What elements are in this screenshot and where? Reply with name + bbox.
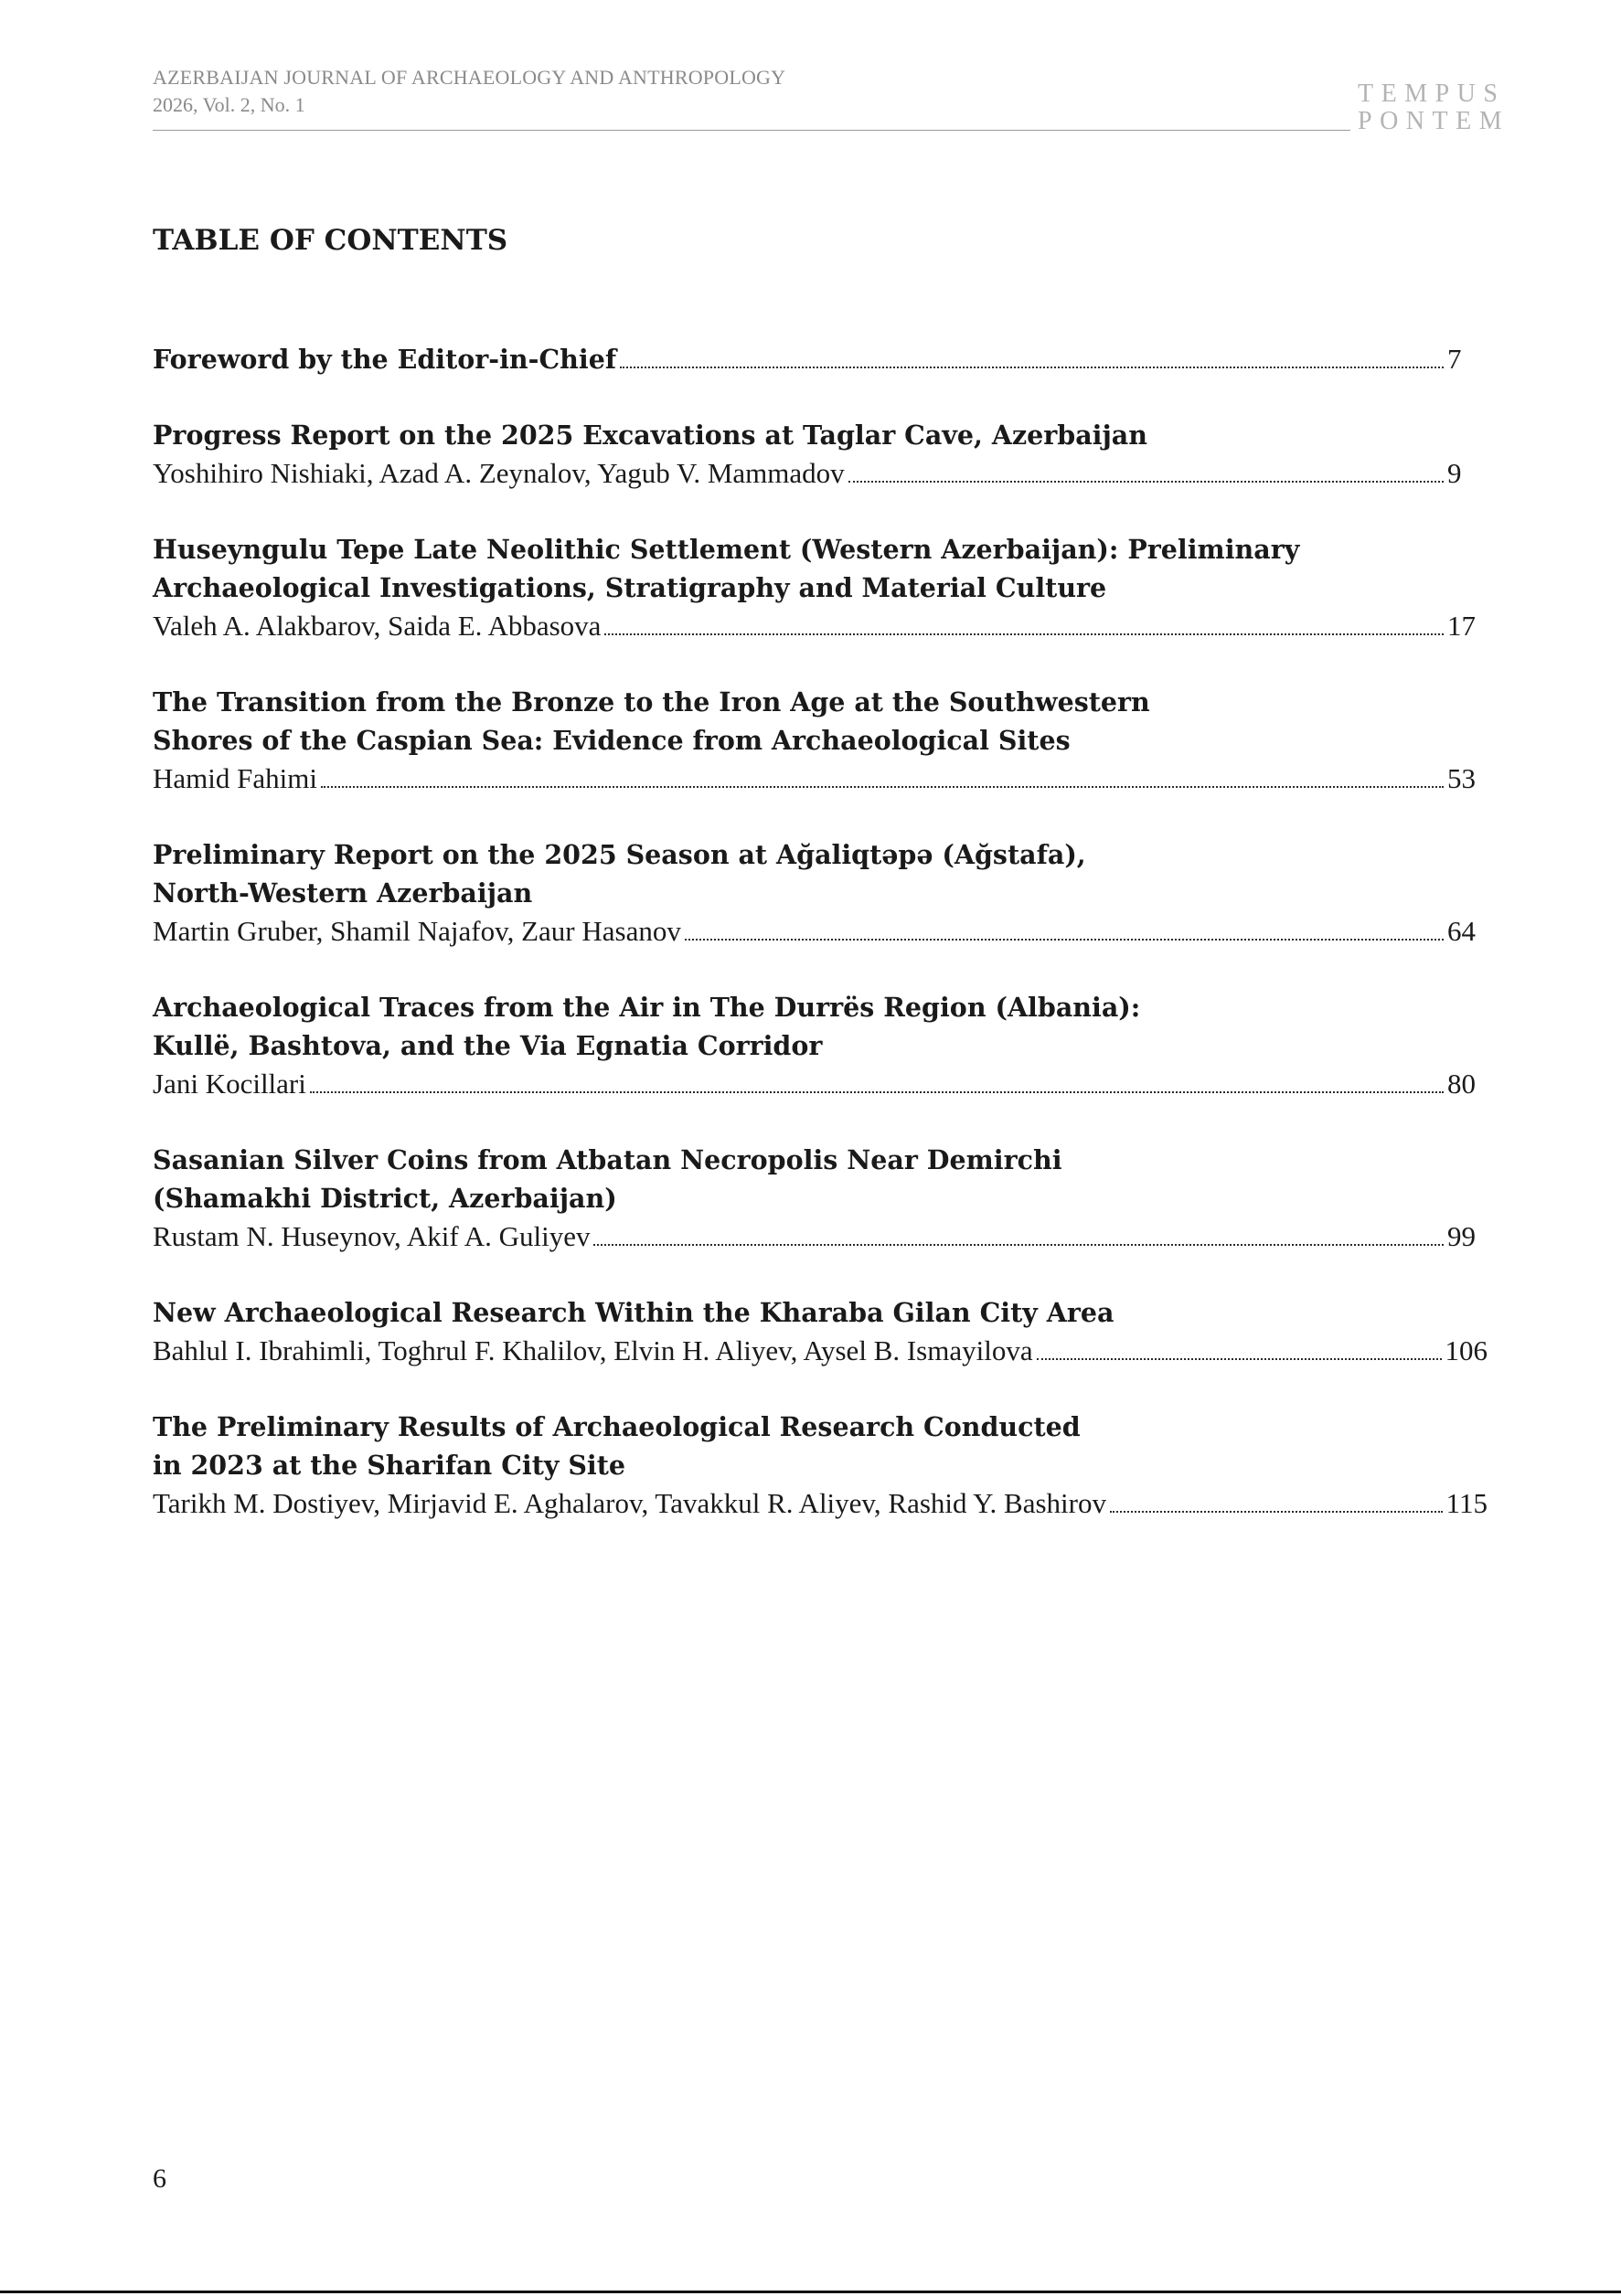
running-header: [153, 64, 1509, 133]
entry-title-line-1: The Preliminary Results of Archaeological Research Conducted: [153, 1411, 1081, 1442]
header-rule: [153, 130, 1350, 131]
entry-title-line-2: Shores of the Caspian Sea: Evidence from Archaeological Sites: [153, 725, 1071, 756]
entry-page-number: 53: [1447, 762, 1476, 794]
entry-page-number: 9: [1447, 457, 1462, 489]
entry-page-number: 17: [1447, 610, 1476, 642]
entry-page-number: 7: [1447, 343, 1462, 375]
entry-title-line-1: Preliminary Report on the 2025 Season at Ağaliqtəpə (Ağstafa),: [153, 839, 1086, 870]
publisher-logo-line2: PONTEM: [1358, 107, 1510, 135]
toc-entry[interactable]: [153, 1141, 1488, 1256]
toc-entry[interactable]: [153, 340, 1488, 378]
entry-title-line-2: North-Western Azerbaijan: [153, 877, 533, 909]
dot-leader: [1037, 1358, 1442, 1360]
entry-authors: Tarikh M. Dostiyev, Mirjavid E. Aghalarov, Tavakkul R. Aliyev, Rashid Y. Bashirov: [153, 1487, 1106, 1519]
table-of-contents: [153, 340, 1488, 1560]
toc-entry-line: [153, 454, 1488, 493]
toc-entry-line: [153, 1065, 1488, 1103]
toc-entry[interactable]: [153, 1408, 1488, 1523]
toc-entry-line: [153, 607, 1488, 645]
entry-page-number: 99: [1447, 1220, 1476, 1252]
toc-entry-line: [153, 912, 1488, 951]
entry-authors: Martin Gruber, Shamil Najafov, Zaur Hasanov: [153, 915, 681, 947]
entry-title-line-1: The Transition from the Bronze to the Iron Age at the Southwestern: [153, 686, 1150, 718]
entry-title-line-1: Archaeological Traces from the Air in The Durrës Region (Albania):: [153, 992, 1141, 1023]
entry-title-line-2: in 2023 at the Sharifan City Site: [153, 1450, 626, 1481]
dot-leader: [321, 786, 1444, 788]
toc-entry-line: [153, 1484, 1488, 1523]
entry-authors: Jani Kocillari: [153, 1068, 306, 1100]
entry-page-number: 80: [1447, 1068, 1476, 1100]
toc-entry[interactable]: [153, 683, 1488, 798]
toc-entry-line: [153, 1332, 1488, 1370]
entry-authors: Rustam N. Huseynov, Akif A. Guliyev: [153, 1220, 591, 1252]
publisher-logo-line1: TEMPUS: [1358, 80, 1506, 108]
entry-title-line-2: Archaeological Investigations, Stratigraphy and Material Culture: [153, 572, 1107, 603]
entry-title: Progress Report on the 2025 Excavations at Taglar Cave, Azerbaijan: [153, 420, 1147, 451]
entry-title-line-1: Huseyngulu Tepe Late Neolithic Settlement (Western Azerbaijan): Preliminary: [153, 534, 1300, 565]
entry-page-number: 64: [1447, 915, 1476, 947]
toc-entry-line: [153, 760, 1488, 798]
toc-entry[interactable]: [153, 1293, 1488, 1370]
entry-page-number: 115: [1445, 1487, 1488, 1519]
toc-entry[interactable]: [153, 530, 1488, 645]
dot-leader: [604, 633, 1444, 635]
entry-title-line-2: Kullë, Bashtova, and the Via Egnatia Corridor: [153, 1030, 823, 1061]
entry-title: Foreword by the Editor-in-Chief: [153, 344, 617, 375]
bottom-rule: [0, 2291, 1621, 2293]
entry-authors: Hamid Fahimi: [153, 762, 317, 794]
dot-leader: [1110, 1511, 1443, 1513]
entry-title: New Archaeological Research Within the Kharaba Gilan City Area: [153, 1297, 1114, 1328]
entry-authors: Yoshihiro Nishiaki, Azad A. Zeynalov, Yagub V. Mammadov: [153, 457, 845, 489]
toc-entry[interactable]: [153, 988, 1488, 1103]
page-title: TABLE OF CONTENTS: [153, 224, 508, 257]
toc-entry-line: [153, 1217, 1488, 1256]
entry-page-number: 106: [1445, 1334, 1488, 1366]
dot-leader: [685, 939, 1444, 941]
toc-entry[interactable]: [153, 835, 1488, 951]
entry-authors: Bahlul I. Ibrahimli, Toghrul F. Khalilov, Elvin H. Aliyev, Aysel B. Ismayilova: [153, 1334, 1033, 1366]
toc-entry-line: [153, 340, 1488, 378]
entry-title-line-1: Sasanian Silver Coins from Atbatan Necropolis Near Demirchi: [153, 1144, 1062, 1175]
dot-leader: [593, 1244, 1444, 1246]
dot-leader: [848, 481, 1444, 483]
entry-title-line-2: (Shamakhi District, Azerbaijan): [153, 1183, 617, 1214]
journal-name: AZERBAIJAN JOURNAL OF ARCHAEOLOGY AND ANTHROPOLOGY: [153, 66, 786, 89]
entry-authors: Valeh A. Alakbarov, Saida E. Abbasova: [153, 610, 602, 642]
dot-leader: [620, 367, 1444, 368]
toc-entry[interactable]: [153, 416, 1488, 493]
publisher-logo: [1358, 80, 1513, 135]
dot-leader: [310, 1091, 1444, 1093]
page-number: 6: [153, 2163, 166, 2194]
issue-info: 2026, Vol. 2, No. 1: [153, 93, 305, 116]
